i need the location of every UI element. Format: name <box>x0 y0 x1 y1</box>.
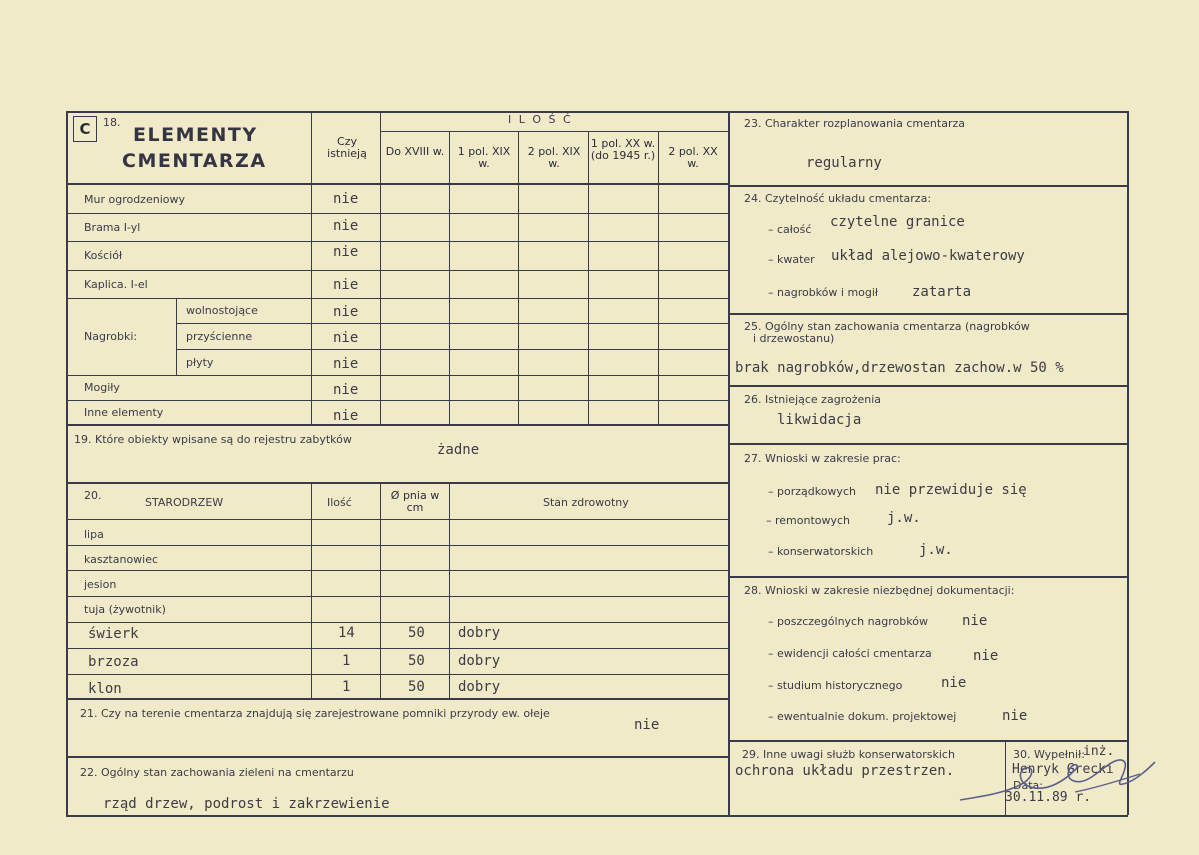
sec28-item-label: – ewentualnie dokum. projektowej <box>768 710 957 723</box>
sec27-item-label: – konserwatorskich <box>768 545 874 558</box>
sec20-col-health: Stan zdrowotny <box>543 496 629 509</box>
sec19-label: 19. Które obiekty wpisane są do rejestru zabytków <box>74 433 352 446</box>
sec30-value-1: inż. <box>1083 744 1115 759</box>
grid-line <box>658 131 659 424</box>
col-exists-header: Czy istnieją <box>327 135 367 160</box>
column-divider <box>728 111 730 815</box>
sec28-item-value: nie <box>1002 708 1028 724</box>
sec18-number: 18. <box>103 116 121 129</box>
sec19-value: żadne <box>437 442 480 458</box>
sec23-value: regularny <box>806 155 882 171</box>
grid-line <box>66 648 728 649</box>
sec28-item-value: nie <box>941 675 967 691</box>
row-label: wolnostojące <box>186 304 258 317</box>
tree-health: dobry <box>458 679 501 695</box>
grid-line <box>449 131 450 424</box>
grid-line <box>728 313 1127 315</box>
row-label: Kaplica. I-el <box>84 278 148 291</box>
sec28-item-label: – poszczególnych nagrobków <box>768 615 928 628</box>
grid-line <box>66 298 728 299</box>
sec27-item-label: – remontowych <box>766 514 851 527</box>
grid-line <box>66 482 728 484</box>
tree-name: tuja (żywotnik) <box>84 603 166 616</box>
sec24-item-value: czytelne granice <box>830 214 965 230</box>
row-label: Mogiły <box>84 381 120 394</box>
tree-name: jesion <box>84 578 117 591</box>
period-header-5: 2 pol. XX w. <box>668 145 718 170</box>
grid-line <box>66 400 728 401</box>
sec29-label: 29. Inne uwagi służb konserwatorskich <box>742 748 955 761</box>
period-header-2: 1 pol. XIX w. <box>457 145 511 170</box>
sec22-value: rząd drzew, podrost i zakrzewienie <box>103 796 390 812</box>
sec27-item-value: j.w. <box>887 510 921 526</box>
sec18-title-1: ELEMENTY <box>133 124 258 146</box>
period-header-4: 1 pol. XX w. (do 1945 r.) <box>590 137 656 162</box>
sec20-col-qty: Ilość <box>327 496 352 509</box>
sec24-item-value: zatarta <box>912 284 972 300</box>
sec28-item-label: – ewidencji całości cmentarza <box>768 647 932 660</box>
tree-diam: 50 <box>408 653 425 669</box>
nagrobki-label: Nagrobki: <box>84 330 138 343</box>
grid-line <box>176 298 177 375</box>
grid-line <box>588 131 589 424</box>
tree-qty: 14 <box>338 625 355 641</box>
row-value: nie <box>333 382 359 398</box>
sec24-label: 24. Czytelność układu cmentarza: <box>744 192 932 205</box>
grid-line <box>728 185 1127 187</box>
sec27-item-value: nie przewiduje się <box>875 482 1027 498</box>
grid-line <box>66 674 728 675</box>
grid-line <box>728 576 1127 578</box>
sec20-col-diam: Ø pnia w cm <box>390 489 440 514</box>
sec28-item-value: nie <box>962 613 988 629</box>
grid-line <box>728 443 1127 445</box>
sec25-label-1: 25. Ogólny stan zachowania cmentarza (nagrobków <box>744 320 1030 333</box>
sec23-label: 23. Charakter rozplanowania cmentarza <box>744 117 965 130</box>
sec27-item-label: – porządkowych <box>768 485 856 498</box>
frame-bottom <box>66 815 1128 817</box>
tree-name: lipa <box>84 528 104 541</box>
sec29-value: ochrona układu przestrzen. <box>735 763 955 779</box>
sec26-value: likwidacja <box>777 412 862 428</box>
sec28-label: 28. Wnioski w zakresie niezbędnej dokumentacji: <box>744 584 1015 597</box>
tree-health: dobry <box>458 653 501 669</box>
row-value: nie <box>333 277 359 293</box>
grid-line <box>728 740 1127 742</box>
grid-line <box>66 424 728 426</box>
sec24-item-label: – nagrobków i mogił <box>768 286 879 299</box>
sec30-date-value: 30.11.89 r. <box>1005 790 1092 805</box>
sec24-item-label: – całość <box>768 223 812 236</box>
section-letter-box: C <box>73 116 97 142</box>
grid-line <box>728 385 1127 387</box>
sec20-title: STARODRZEW <box>145 496 224 509</box>
grid-line <box>66 756 728 758</box>
tree-diam: 50 <box>408 679 425 695</box>
sec28-item-label: – studium historycznego <box>768 679 903 692</box>
handwritten-signature <box>955 752 1165 812</box>
tree-name: kasztanowiec <box>84 553 159 566</box>
tree-health: dobry <box>458 625 501 641</box>
sec21-value: nie <box>634 717 660 733</box>
row-label: Kościół <box>84 249 123 262</box>
sec27-label: 27. Wnioski w zakresie prac: <box>744 452 901 465</box>
grid-line <box>66 375 728 376</box>
row-value: nie <box>333 356 359 372</box>
row-value: nie <box>333 408 359 424</box>
sec21-label: 21. Czy na terenie cmentarza znajdują się zarejestrowane pomniki przyrody ew. ołeje <box>80 707 550 720</box>
tree-name: klon <box>88 681 122 697</box>
frame-left <box>66 111 68 815</box>
grid-line <box>176 349 728 350</box>
sec20-number: 20. <box>84 489 102 502</box>
grid-line <box>311 482 312 698</box>
row-label: Brama I-yl <box>84 221 141 234</box>
grid-line <box>66 270 728 271</box>
row-value: nie <box>333 244 359 260</box>
row-value: nie <box>333 304 359 320</box>
col-quantity-header: I L O Ś Ć <box>508 113 573 126</box>
grid-line <box>176 323 728 324</box>
grid-line <box>66 241 728 242</box>
grid-line <box>518 131 519 424</box>
sec24-item-value: układ alejowo-kwaterowy <box>831 248 1025 264</box>
tree-name: brzoza <box>88 654 139 670</box>
row-label: Mur ogrodzeniowy <box>84 193 185 206</box>
tree-qty: 1 <box>342 679 351 695</box>
grid-line <box>66 698 728 700</box>
row-label: Inne elementy <box>84 406 164 419</box>
grid-line <box>66 519 728 520</box>
grid-line <box>66 545 728 546</box>
grid-line <box>66 183 728 185</box>
row-label: przyścienne <box>186 330 253 343</box>
grid-line <box>66 622 728 623</box>
grid-line <box>66 213 728 214</box>
sec30-value-2: Henryk Grecki <box>1012 762 1114 777</box>
tree-name: świerk <box>88 626 139 642</box>
sec22-label: 22. Ogólny stan zachowania zieleni na cmentarzu <box>80 766 354 779</box>
tree-qty: 1 <box>342 653 351 669</box>
sec30-label: 30. Wypełnił: <box>1013 748 1085 761</box>
row-label: płyty <box>186 356 214 369</box>
grid-line <box>380 131 728 132</box>
sec24-item-label: – kwater <box>768 253 815 266</box>
frame-right <box>1127 111 1129 815</box>
sec18-title-2: CMENTARZA <box>122 150 267 172</box>
grid-line <box>380 482 381 698</box>
grid-line <box>380 111 381 424</box>
sec30-date-label: Data: <box>1013 779 1043 792</box>
period-header-1: Do XVIII w. <box>385 145 445 158</box>
grid-line <box>66 596 728 597</box>
row-value: nie <box>333 218 359 234</box>
row-value: nie <box>333 191 359 207</box>
sec25-value: brak nagrobków,drzewostan zachow.w 50 % <box>735 360 1064 376</box>
row-value: nie <box>333 330 359 346</box>
period-header-3: 2 pol. XIX w. <box>527 145 581 170</box>
tree-diam: 50 <box>408 625 425 641</box>
frame-top <box>66 111 1128 113</box>
sec25-label-2: i drzewostanu) <box>753 332 835 345</box>
sec28-item-value: nie <box>973 648 999 664</box>
grid-line <box>311 111 312 424</box>
sec27-item-value: j.w. <box>919 542 953 558</box>
grid-line <box>449 482 450 698</box>
sec26-label: 26. Istniejące zagrożenia <box>744 393 882 406</box>
grid-line <box>66 570 728 571</box>
